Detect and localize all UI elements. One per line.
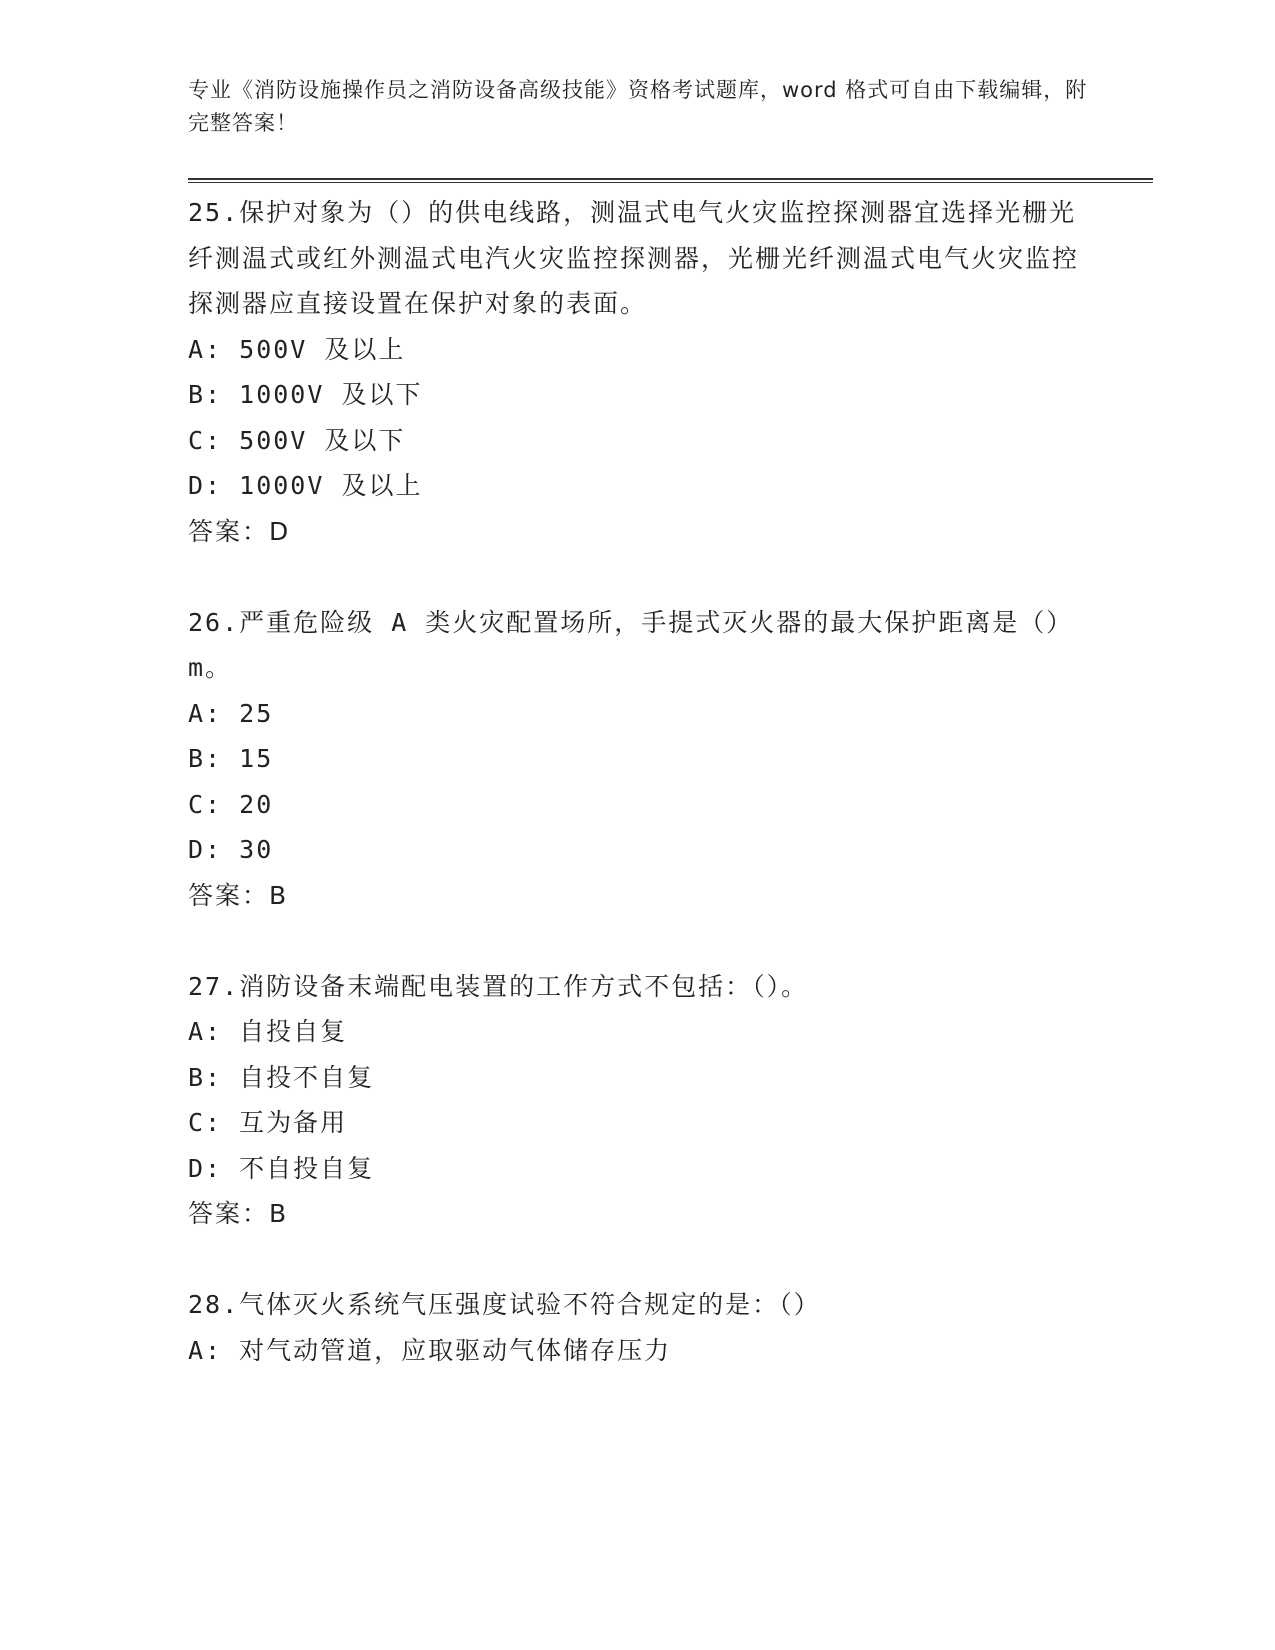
question-text: 28.气体灭火系统气压强度试验不符合规定的是：（） <box>188 1290 821 1319</box>
document-header: 专业《消防设施操作员之消防设备高级技能》资格考试题库，word 格式可自由下载编辑，附完整答案！ <box>188 78 1088 135</box>
option-b: B: 1000V 及以下 <box>188 380 423 409</box>
option-c: C: 20 <box>188 789 274 819</box>
question-text: 27.消防设备末端配电装置的工作方式不包括：（）。 <box>188 971 809 1001</box>
option-a: A: 自投自复 <box>188 1017 348 1046</box>
answer: 答案：B <box>188 1199 289 1228</box>
question-27 <box>188 964 1088 1237</box>
question-text: 26.严重危险级 A 类火灾配置场所，手提式灭火器的最大保护距离是（）m。 <box>188 607 1074 682</box>
option-a: A: 对气动管道，应取驱动气体储存压力 <box>188 1335 672 1365</box>
question-list <box>188 190 1088 1373</box>
question-25 <box>188 190 1088 554</box>
option-c: C: 互为备用 <box>188 1108 348 1137</box>
option-d: D: 1000V 及以上 <box>188 471 423 500</box>
question-26 <box>188 600 1088 919</box>
question-28 <box>188 1282 1088 1373</box>
option-d: D: 30 <box>188 835 274 864</box>
option-c: C: 500V 及以下 <box>188 425 406 455</box>
option-d: D: 不自投自复 <box>188 1153 375 1183</box>
header-divider <box>188 178 1153 183</box>
question-text: 25.保护对象为（）的供电线路，测温式电气火灾监控探测器宜选择光栅光纤测温式或红外测温式电汽火灾监控探测器，光栅光纤测温式电气火灾监控探测器应直接设置在保护对象的表面。 <box>188 198 1080 318</box>
option-b: B: 15 <box>188 744 274 773</box>
option-b: B: 自投不自复 <box>188 1062 375 1092</box>
option-a: A: 25 <box>188 698 274 728</box>
answer: 答案：D <box>188 516 291 546</box>
answer: 答案：B <box>188 880 289 910</box>
option-a: A: 500V 及以上 <box>188 334 406 364</box>
